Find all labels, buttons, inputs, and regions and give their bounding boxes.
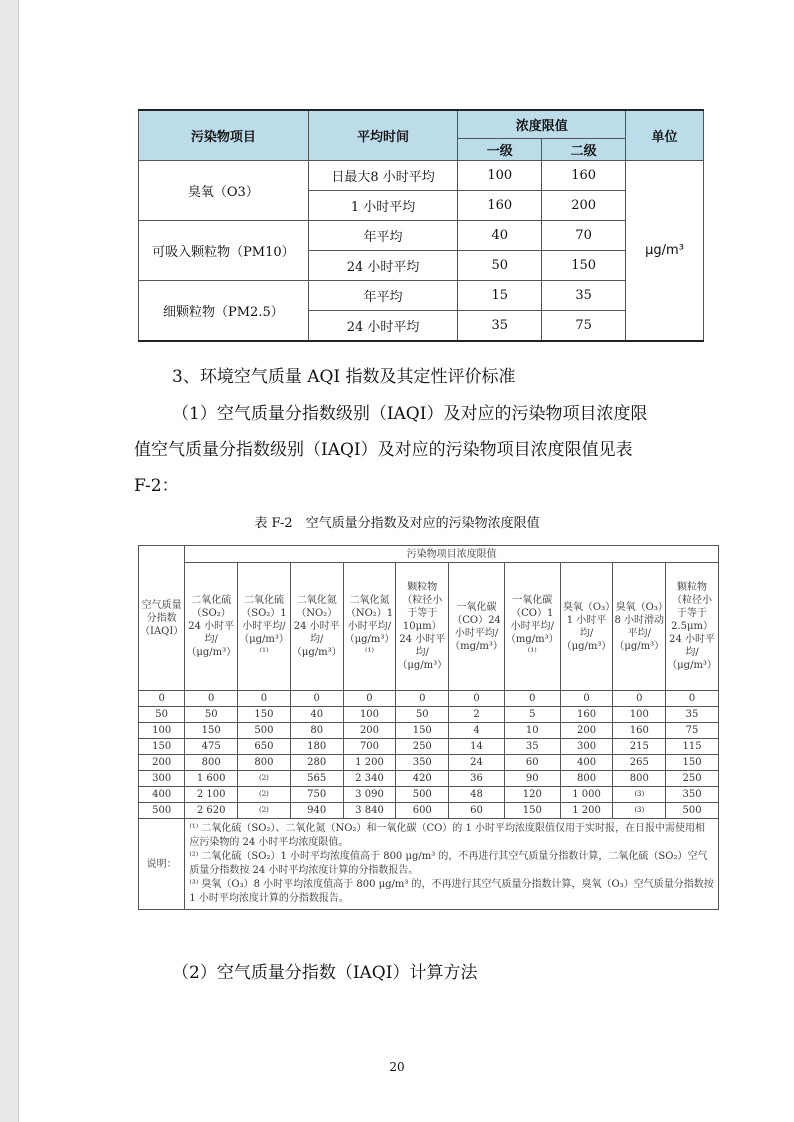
limit-value: 0	[238, 691, 291, 707]
limit-value: 0	[560, 691, 613, 707]
header-avg-time: 平均时间	[308, 110, 458, 160]
iaqi-value: 50	[139, 707, 185, 723]
limit-value: 800	[560, 771, 613, 787]
limit-value: 350	[396, 755, 449, 771]
limit-value: 800	[613, 771, 666, 787]
group-header: 污染物项目浓度限值	[185, 546, 719, 563]
iaqi-value: 0	[139, 691, 185, 707]
column-header: 一氧化碳（CO）24 小时平均/（mg/m³）	[449, 563, 505, 691]
limit-value: 35	[504, 739, 560, 755]
limit-value: (2)	[238, 803, 291, 819]
scan-shadow	[0, 0, 18, 1122]
column-header: 二氧化氮（NO₂）24 小时平均/（μg/m³）	[290, 563, 343, 691]
column-header: 二氧化氮（NO₂）1 小时平均/（μg/m³）⁽¹⁾	[343, 563, 396, 691]
column-header: 二氧化硫（SO₂）1 小时平均/（μg/m³）⁽¹⁾	[238, 563, 291, 691]
table-row	[139, 739, 719, 755]
limit-value: 300	[560, 739, 613, 755]
grade2-cell: 150	[542, 250, 626, 280]
limit-value: 0	[343, 691, 396, 707]
grade2-cell: 200	[542, 190, 626, 220]
limit-value: 0	[290, 691, 343, 707]
limit-value: 160	[560, 707, 613, 723]
limit-value: 0	[666, 691, 719, 707]
page-number: 20	[389, 1060, 405, 1074]
limit-value: 150	[185, 723, 238, 739]
table-row	[139, 755, 719, 771]
section-heading-aqi: 3、环境空气质量 AQI 指数及其定性评价标准	[172, 367, 516, 387]
limit-value: 4	[449, 723, 505, 739]
limit-value: 150	[666, 755, 719, 771]
limit-value: 475	[185, 739, 238, 755]
limit-value: 160	[613, 723, 666, 739]
column-header: 一氧化碳（CO）1 小时平均/（mg/m³）⁽¹⁾	[504, 563, 560, 691]
limit-value: 50	[185, 707, 238, 723]
table-row	[139, 691, 719, 707]
iaqi-value: 500	[139, 803, 185, 819]
limit-value: 180	[290, 739, 343, 755]
grade1-cell: 50	[458, 250, 542, 280]
limit-value: 2	[449, 707, 505, 723]
limit-value: 80	[290, 723, 343, 739]
avg-time-cell: 日最大8 小时平均	[308, 160, 458, 190]
column-header: 臭氧（O₃）1 小时平均/（μg/m³）	[560, 563, 613, 691]
limit-value: 10	[504, 723, 560, 739]
limit-value: 150	[238, 707, 291, 723]
limit-value: 200	[343, 723, 396, 739]
iaqi-limit-table	[138, 545, 719, 910]
section-heading-iaqi-method: （2）空气质量分指数（IAQI）计算方法	[172, 963, 478, 983]
table-row	[139, 723, 719, 739]
grade1-cell: 40	[458, 220, 542, 250]
limit-value: 120	[504, 787, 560, 803]
header-grade2: 二级	[542, 138, 626, 160]
table-caption: 表 F-2 空气质量分指数及对应的污染物浓度限值	[254, 516, 540, 531]
note-item: ⁽²⁾ 二氧化硫（SO₂）1 小时平均浓度值高于 800 μg/m³ 的，不再进行其空气质量分指数计算，二氧化硫（SO₂）空气质量分指数按 24 小时平均浓度计算的分指数报告。	[189, 851, 708, 876]
header-grade1: 一级	[458, 138, 542, 160]
grade1-cell: 15	[458, 280, 542, 310]
limit-value: 940	[290, 803, 343, 819]
grade1-cell: 100	[458, 160, 542, 190]
limit-value: 150	[504, 803, 560, 819]
avg-time-cell: 1 小时平均	[308, 190, 458, 220]
limit-value: 200	[560, 723, 613, 739]
limit-value: 2 340	[343, 771, 396, 787]
limit-value: 2 620	[185, 803, 238, 819]
limit-value: 0	[449, 691, 505, 707]
limit-value: 800	[185, 755, 238, 771]
limit-value: 14	[449, 739, 505, 755]
limit-value: 2 100	[185, 787, 238, 803]
table-row	[139, 771, 719, 787]
limit-value: (3)	[613, 787, 666, 803]
grade2-cell: 160	[542, 160, 626, 190]
limit-value: 150	[396, 723, 449, 739]
limit-value: 0	[504, 691, 560, 707]
page-edge	[18, 0, 19, 1122]
limit-value: 90	[504, 771, 560, 787]
limit-value: 3 840	[343, 803, 396, 819]
limit-value: 1 600	[185, 771, 238, 787]
column-header: 二氧化硫（SO₂）24 小时平均/（μg/m³）	[185, 563, 238, 691]
limit-value: 500	[238, 723, 291, 739]
limit-value: 50	[396, 707, 449, 723]
limit-value: 800	[238, 755, 291, 771]
limit-value: 650	[238, 739, 291, 755]
grade1-cell: 160	[458, 190, 542, 220]
limit-value: (2)	[238, 787, 291, 803]
limit-value: 750	[290, 787, 343, 803]
limit-value: 40	[290, 707, 343, 723]
pollutant-cell: 可吸入颗粒物（PM10）	[139, 220, 309, 280]
limit-value: 0	[613, 691, 666, 707]
grade2-cell: 35	[542, 280, 626, 310]
concentration-limit-table	[138, 109, 704, 342]
limit-value: 500	[396, 787, 449, 803]
pollutant-cell: 臭氧（O3）	[139, 160, 309, 220]
paragraph-line: （1）空气质量分指数级别（IAQI）及对应的污染物项目浓度限	[172, 404, 648, 424]
limit-value: 500	[666, 803, 719, 819]
limit-value: 250	[666, 771, 719, 787]
limit-value: (3)	[613, 803, 666, 819]
table-row	[139, 787, 719, 803]
limit-value: 100	[613, 707, 666, 723]
limit-value: 700	[343, 739, 396, 755]
limit-value: 265	[613, 755, 666, 771]
limit-value: 24	[449, 755, 505, 771]
limit-value: 75	[666, 723, 719, 739]
header-pollutant: 污染物项目	[139, 110, 309, 160]
limit-value: 60	[504, 755, 560, 771]
paragraph-line: 值空气质量分指数级别（IAQI）及对应的污染物项目浓度限值见表	[134, 440, 633, 460]
grade2-cell: 70	[542, 220, 626, 250]
limit-value: 100	[343, 707, 396, 723]
limit-value: 215	[613, 739, 666, 755]
limit-value: 0	[396, 691, 449, 707]
limit-value: 280	[290, 755, 343, 771]
avg-time-cell: 24 小时平均	[308, 250, 458, 280]
limit-value: 1 200	[343, 755, 396, 771]
avg-time-cell: 年平均	[308, 280, 458, 310]
limit-value: 600	[396, 803, 449, 819]
column-header: 臭氧（O₃）8 小时滑动平均/（μg/m³）	[613, 563, 666, 691]
unit-cell: μg/m³	[626, 160, 704, 341]
note-label: 说明：	[139, 819, 185, 910]
limit-value: (2)	[238, 771, 291, 787]
notes	[185, 819, 719, 910]
note-item: ⁽³⁾ 臭氧（O₃）8 小时平均浓度值高于 800 μg/m³ 的，不再进行其空气质量分指数计算，臭氧（O₃）空气质量分指数按 1 小时平均浓度计算的分指数报告。	[189, 879, 714, 904]
iaqi-value: 300	[139, 771, 185, 787]
avg-time-cell: 年平均	[308, 220, 458, 250]
limit-value: 48	[449, 787, 505, 803]
avg-time-cell: 24 小时平均	[308, 310, 458, 341]
iaqi-value: 150	[139, 739, 185, 755]
iaqi-value: 200	[139, 755, 185, 771]
column-header: 颗粒物（粒径小于等于10μm）24 小时平均/（μg/m³）	[396, 563, 449, 691]
grade2-cell: 75	[542, 310, 626, 341]
note-item: ⁽¹⁾ 二氧化硫（SO₂）、二氧化氮（NO₂）和一氧化碳（CO）的 1 小时平均浓度限值仅用于实时报，在日报中需使用相应污染物的 24 小时平均浓度限值。	[189, 823, 706, 848]
limit-value: 0	[185, 691, 238, 707]
header-limit: 浓度限值	[458, 110, 626, 138]
limit-value: 565	[290, 771, 343, 787]
limit-value: 115	[666, 739, 719, 755]
limit-value: 420	[396, 771, 449, 787]
column-header: 颗粒物（粒径小于等于2.5μm）24 小时平均/（μg/m³）	[666, 563, 719, 691]
grade1-cell: 35	[458, 310, 542, 341]
limit-value: 1 200	[560, 803, 613, 819]
limit-value: 35	[666, 707, 719, 723]
limit-value: 400	[560, 755, 613, 771]
limit-value: 5	[504, 707, 560, 723]
limit-value: 36	[449, 771, 505, 787]
header-unit: 单位	[626, 110, 704, 160]
table-row	[139, 803, 719, 819]
limit-value: 60	[449, 803, 505, 819]
limit-value: 1 000	[560, 787, 613, 803]
paragraph-line: F-2：	[134, 476, 179, 496]
pollutant-cell: 细颗粒物（PM2.5）	[139, 280, 309, 341]
limit-value: 350	[666, 787, 719, 803]
limit-value: 3 090	[343, 787, 396, 803]
iaqi-header: 空气质量分指数（IAQI）	[139, 546, 185, 691]
table-row	[139, 707, 719, 723]
iaqi-value: 400	[139, 787, 185, 803]
iaqi-value: 100	[139, 723, 185, 739]
limit-value: 250	[396, 739, 449, 755]
